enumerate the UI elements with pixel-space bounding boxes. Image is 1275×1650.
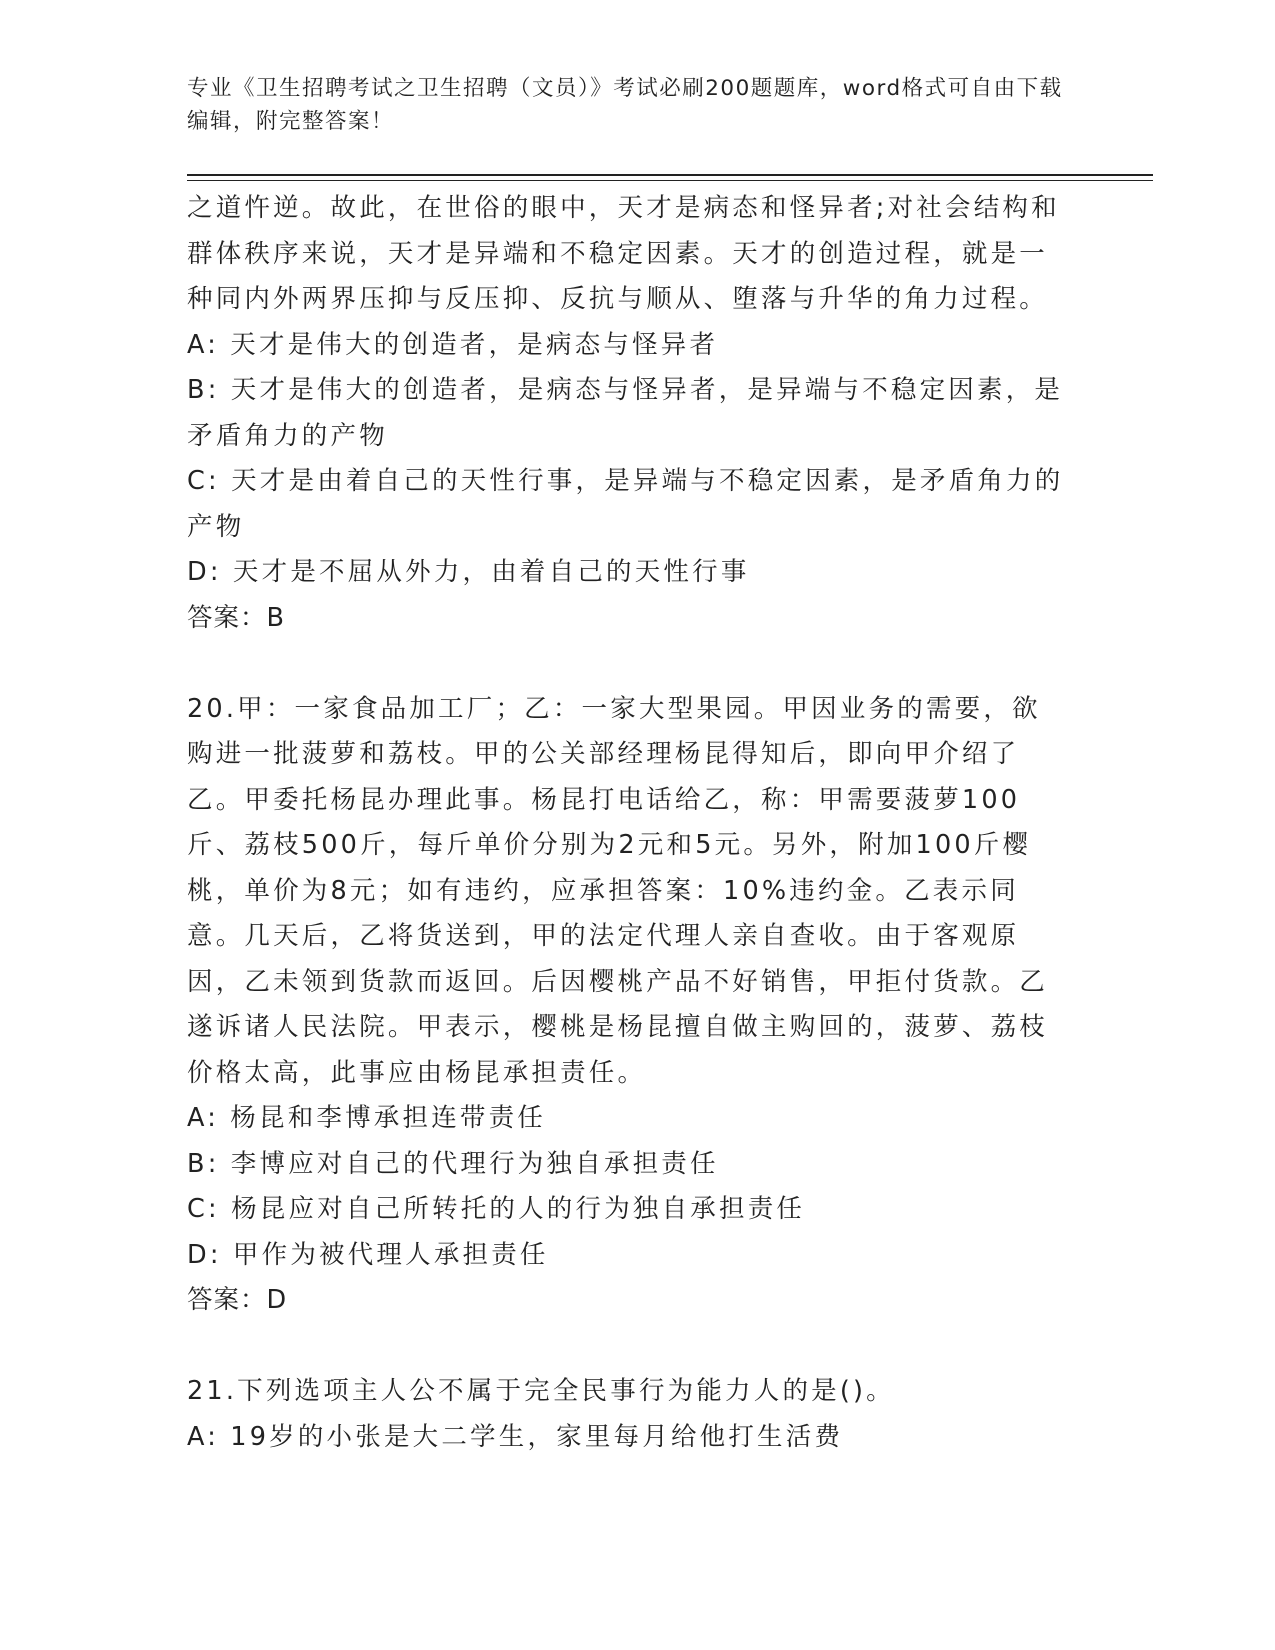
question-19-option-c: C: 天才是由着自己的天性行事，是异端与不稳定因素，是矛盾角力的产物 [187, 466, 1064, 542]
question-19-option-d: D: 天才是不屈从外力，由着自己的天性行事 [187, 557, 750, 587]
question-21-option-a: A: 19岁的小张是大二学生，家里每月给他打生活费 [187, 1421, 844, 1452]
spacer [187, 641, 1067, 687]
header-rule-thick [187, 174, 1153, 176]
question-19-passage: 之道忤逆。故此，在世俗的眼中，天才是病态和怪异者;对社会结构和群体秩序来说，天才是异端和不稳定因素。天才的创造过程，就是一种同内外两界压抑与反压抑、反抗与顺从、堕落与升华的角力过程。 [187, 193, 1060, 314]
question-19-answer: 答案：B [187, 602, 285, 633]
question-20-answer: 答案：D [187, 1285, 288, 1315]
question-20-option-d: D: 甲作为被代理人承担责任 [187, 1239, 549, 1270]
question-20-option-b: B: 李博应对自己的代理行为独自承担责任 [187, 1148, 719, 1179]
header-rule-thin [187, 180, 1153, 181]
question-21-text: 21.下列选项主人公不属于完全民事行为能力人的是()。 [187, 1376, 895, 1406]
question-20-option-a: A: 杨昆和李博承担连带责任 [187, 1103, 546, 1133]
spacer [187, 1324, 1067, 1370]
question-19-option-b: B: 天才是伟大的创造者，是病态与怪异者，是异端与不稳定因素，是矛盾角力的产物 [187, 375, 1064, 451]
question-20-text: 20.甲：一家食品加工厂；乙：一家大型果园。甲因业务的需要，欲购进一批菠萝和荔枝。甲的公关部经理杨昆得知后，即向甲介绍了乙。甲委托杨昆办理此事。杨昆打电话给乙，称：甲需要菠萝100斤、荔枝500斤，每斤单价分别为2元和5元。另外，附加100斤樱桃，单价为8元；如有违约，应承担答案：10%违约金。乙表示同意。几天后，乙将货送到，甲的法定代理人亲自查收。由于客观原因，乙未领到货款而返回。后因樱桃产品不好销售，甲拒付货款。乙遂诉诸人民法院。甲表示，樱桃是杨昆擅自做主购回的，菠萝、荔枝价格太高，此事应由杨昆承担责任。 [187, 693, 1049, 1088]
question-20-option-c: C: 杨昆应对自己所转托的人的行为独自承担责任 [187, 1194, 806, 1224]
document-header: 专业《卫生招聘考试之卫生招聘（文员）》考试必刷200题题库，word格式可自由下载编辑，附完整答案！ [187, 76, 1063, 134]
document-body [187, 186, 1067, 1460]
question-19-option-a: A: 天才是伟大的创造者，是病态与怪异者 [187, 329, 719, 360]
